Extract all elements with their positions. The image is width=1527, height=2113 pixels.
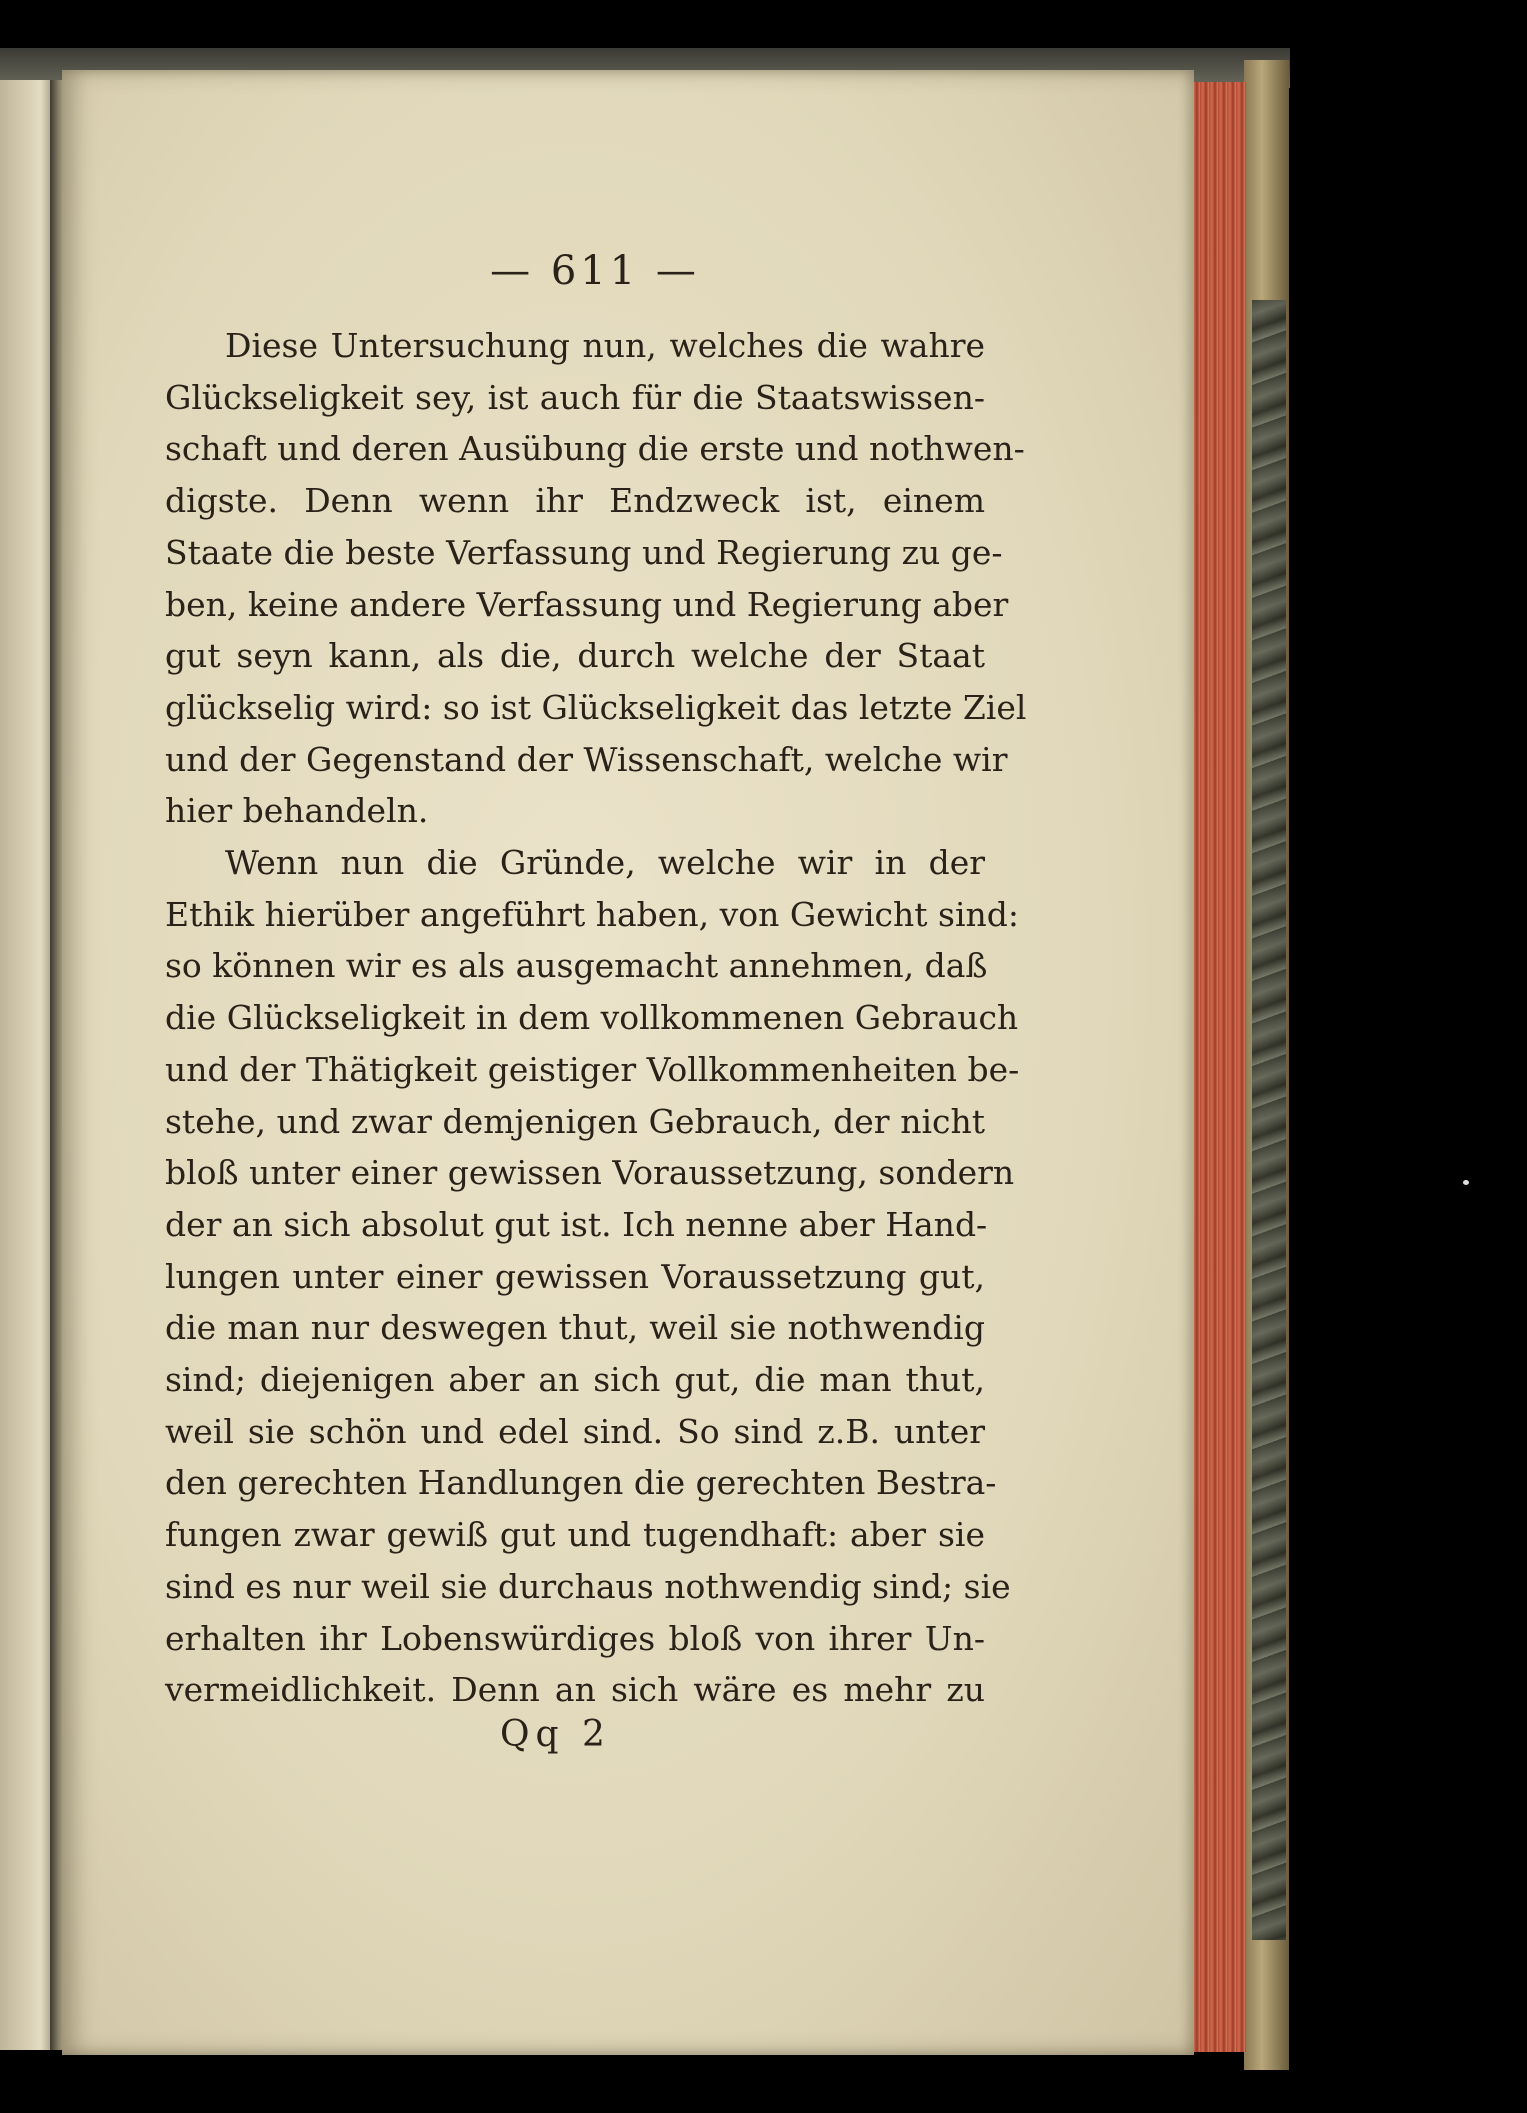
text-line: glückselig wird: so ist Glückseligkeit das letzte Ziel: [165, 687, 1027, 727]
dust-speck: [1463, 1180, 1469, 1185]
text-line: die Glückseligkeit in dem vollkommenen Gebrauch: [165, 998, 1019, 1038]
signature-mark: Qq 2: [500, 1714, 611, 1755]
text-line: gut seyn kann, als die, durch welche der Staat: [165, 636, 985, 676]
text-line: lungen unter einer gewissen Voraussetzung gut,: [165, 1256, 985, 1296]
marbled-cover: [1252, 300, 1286, 1940]
body-text: [165, 320, 1027, 1716]
text-line: und der Gegenstand der Wissenschaft, welche wir: [165, 739, 1008, 779]
text-line: stehe, und zwar demjenigen Gebrauch, der nicht: [165, 1101, 985, 1141]
text-line: Glückseligkeit sey, ist auch für die Staatswissen-: [165, 377, 985, 417]
text-line: digste. Denn wenn ihr Endzweck ist, einem: [165, 481, 985, 521]
text-line: erhalten ihr Lobenswürdiges bloß von ihrer Un-: [165, 1618, 985, 1658]
text-line: Wenn nun die Gründe, welche wir in der: [225, 843, 985, 883]
text-line: und der Thätigkeit geistiger Vollkommenheiten be-: [165, 1049, 1020, 1089]
text-line: Diese Untersuchung nun, welches die wahre: [225, 326, 985, 365]
text-line: Ethik hierüber angeführt haben, von Gewicht sind:: [165, 894, 1019, 934]
text-line: weil sie schön und edel sind. So sind z.B. unter: [165, 1411, 985, 1451]
text-line: ben, keine andere Verfassung und Regierung aber: [165, 584, 1009, 624]
text-line: hier behandeln.: [165, 791, 429, 831]
text-line: fungen zwar gewiß gut und tugendhaft: aber sie: [165, 1515, 985, 1555]
text-line: bloß unter einer gewissen Voraussetzung, sondern: [165, 1153, 1015, 1193]
text-line: sind es nur weil sie durchaus nothwendig sind; sie: [165, 1566, 1011, 1606]
text-line: so können wir es als ausgemacht annehmen, daß: [165, 946, 988, 986]
text-line: den gerechten Handlungen die gerechten Bestra-: [165, 1463, 997, 1503]
text-line: schaft und deren Ausübung die erste und nothwen-: [165, 429, 1025, 469]
text-line: sind; diejenigen aber an sich gut, die man thut,: [165, 1360, 985, 1400]
text-line: der an sich absolut gut ist. Ich nenne aber Hand-: [165, 1204, 988, 1244]
text-line: vermeidlichkeit. Denn an sich wäre es mehr zu: [165, 1670, 985, 1710]
page-number-header: — 611 —: [490, 248, 700, 294]
text-line: Staate die beste Verfassung und Regierung zu ge-: [165, 532, 1003, 572]
text-line: die man nur deswegen thut, weil sie nothwendig: [165, 1308, 985, 1348]
